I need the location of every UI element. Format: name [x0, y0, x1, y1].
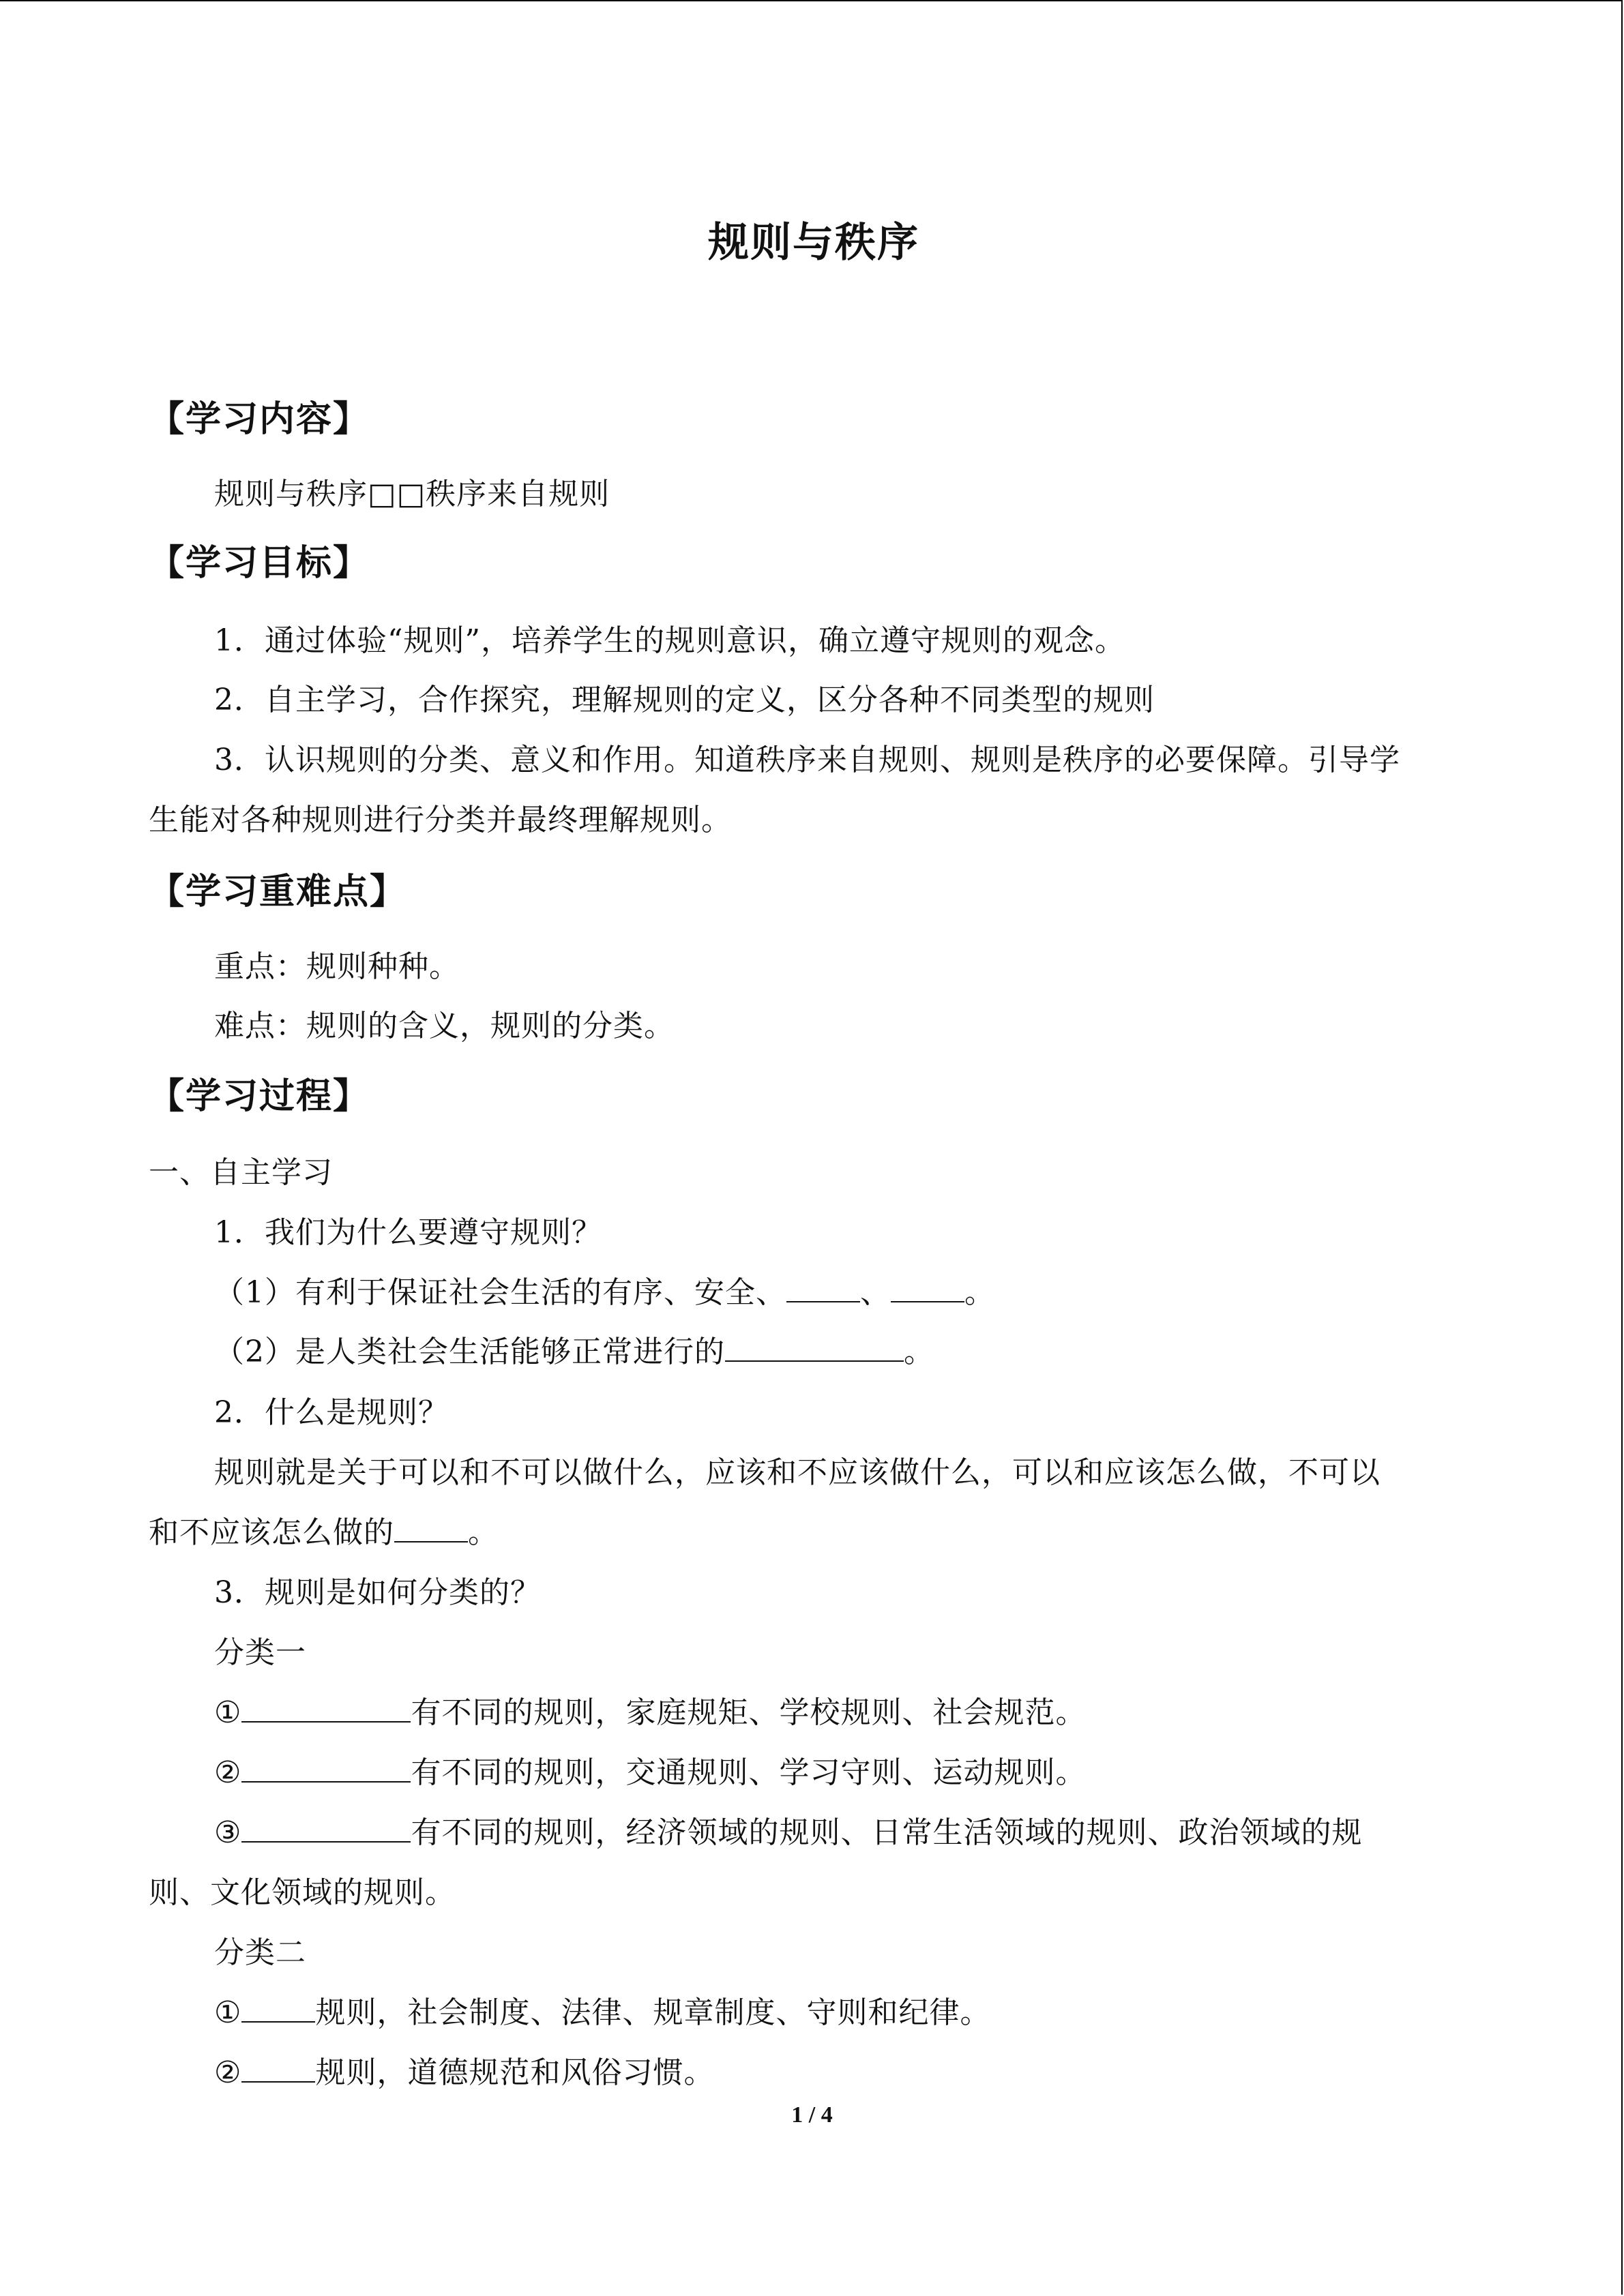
fill-blank — [241, 1817, 411, 1843]
classification-1-label: 分类一 — [214, 1635, 306, 1670]
learning-content-text: 规则与秩序□□秩序来自规则 — [214, 477, 610, 511]
heading-key-difficult-points: 【学习重难点】 — [149, 871, 407, 912]
question-1-item-b-text: （2）是人类社会生活能够正常进行的 — [214, 1335, 725, 1369]
item-number: ① — [214, 1695, 242, 1730]
heading-learning-process: 【学习过程】 — [149, 1076, 370, 1117]
fill-blank — [394, 1517, 468, 1542]
fill-blank — [241, 1997, 315, 2023]
item-number: ② — [214, 1755, 242, 1790]
difficult-point: 难点：规则的含义，规则的分类。 — [214, 1009, 675, 1043]
goal-2: 2．自主学习，合作探究，理解规则的定义，区分各种不同类型的规则 — [214, 683, 1155, 717]
fill-blank — [891, 1277, 964, 1302]
item-text: 规则，道德规范和风俗习惯。 — [315, 2055, 715, 2090]
item-text: 有不同的规则，经济领域的规则、日常生活领域的规则、政治领域的规 — [411, 1815, 1363, 1850]
heading-learning-goals: 【学习目标】 — [149, 543, 370, 584]
period: 。 — [904, 1335, 934, 1369]
classification-1-item-1 — [214, 1693, 1086, 1733]
question-2-text-line-1: 规则就是关于可以和不可以做什么，应该和不应该做什么，可以和应该怎么做，不可以 — [214, 1455, 1381, 1490]
item-number: ② — [214, 2055, 242, 2090]
classification-2-item-1 — [214, 1993, 990, 2033]
fill-blank — [725, 1336, 904, 1362]
heading-learning-content: 【学习内容】 — [149, 399, 370, 440]
fill-blank — [241, 1697, 411, 1723]
question-2: 2．什么是规则？ — [214, 1395, 449, 1430]
fill-blank — [241, 2057, 315, 2083]
page-number: 1 / 4 — [791, 2102, 833, 2128]
classification-1-item-3 — [214, 1813, 1362, 1853]
item-text: 规则，社会制度、法律、规章制度、守则和纪律。 — [315, 1995, 991, 2030]
item-number: ③ — [214, 1815, 242, 1850]
question-1: 1．我们为什么要遵守规则？ — [214, 1215, 602, 1250]
question-3: 3．规则是如何分类的？ — [214, 1575, 541, 1610]
part-1-self-study: 一、自主学习 — [149, 1155, 333, 1190]
period: 。 — [468, 1515, 499, 1550]
key-point: 重点：规则种种。 — [214, 949, 460, 984]
classification-1-item-2 — [214, 1753, 1086, 1793]
goal-3-line-2: 生能对各种规则进行分类并最终理解规则。 — [149, 803, 732, 837]
question-1-item-b — [214, 1332, 934, 1373]
classification-2-item-2 — [214, 2053, 714, 2093]
question-1-item-a — [214, 1272, 995, 1313]
question-2-text-line-2 — [149, 1512, 499, 1553]
classification-2-label: 分类二 — [214, 1935, 306, 1970]
period: 。 — [964, 1275, 995, 1310]
goal-1: 1．通过体验“规则”，培养学生的规则意识，确立遵守规则的观念。 — [214, 623, 1125, 658]
question-1-item-a-text: （1）有利于保证社会生活的有序、安全、 — [214, 1275, 786, 1310]
document-title: 规则与秩序 — [708, 219, 919, 267]
item-text: 有不同的规则，交通规则、学习守则、运动规则。 — [411, 1755, 1087, 1790]
classification-1-item-3-cont: 则、文化领域的规则。 — [149, 1875, 456, 1910]
fill-blank — [241, 1757, 411, 1783]
separator: 、 — [860, 1275, 891, 1310]
goal-3-line-1: 3．认识规则的分类、意义和作用。知道秩序来自规则、规则是秩序的必要保障。引导学 — [214, 743, 1400, 777]
item-number: ① — [214, 1995, 242, 2030]
question-2-text-line-2-text: 和不应该怎么做的 — [149, 1515, 394, 1550]
item-text: 有不同的规则，家庭规矩、学校规则、社会规范。 — [411, 1695, 1087, 1730]
fill-blank — [786, 1277, 860, 1302]
